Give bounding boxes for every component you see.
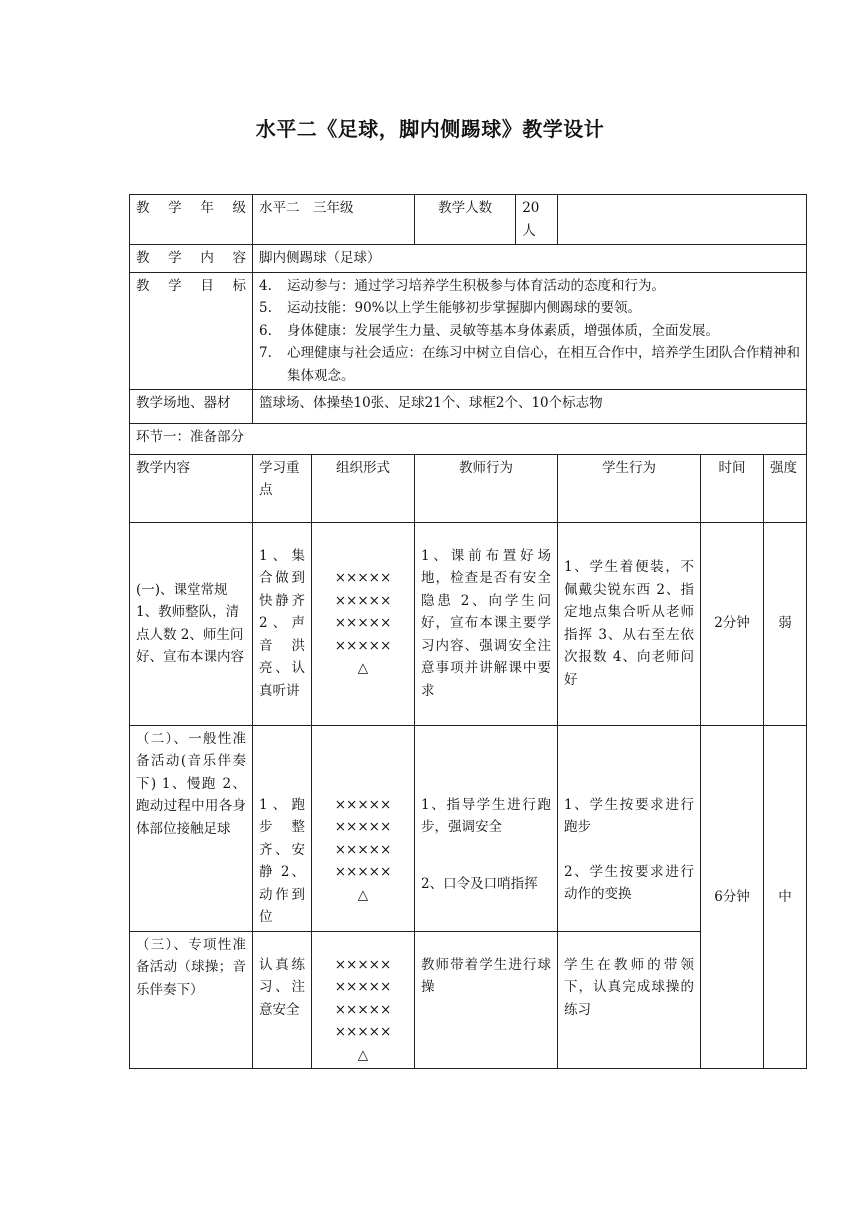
activity-row-2 — [130, 725, 807, 931]
goal-item: 7. 心理健康与社会适应：在练习中树立自信心，在相互合作中，培养学生团队合作精神和集体观念。 — [259, 345, 800, 384]
row1-time: 2分钟 — [701, 522, 764, 725]
row3-student: 学生在教师的带领下，认真完成球操的练习 — [558, 931, 701, 1069]
row1-teacher: 1、课前布置好场地，检查是否有安全隐患 2、向学生问好，宣布本课主要学习内容、强调安全注意事项并讲解课中要求 — [415, 522, 558, 725]
student-count-cell — [415, 195, 558, 245]
row2-formation: ××××× ××××× ××××× ××××× △ — [312, 725, 415, 931]
lesson-plan-table — [129, 194, 807, 1069]
row1-intensity: 弱 — [764, 522, 807, 725]
venue-row — [130, 390, 807, 424]
document-title: 水平二《足球，脚内侧踢球》教学设计 — [255, 117, 605, 141]
row1-focus: 1、集合做到快静齐 2、声音洪亮、认真听讲 — [253, 522, 312, 725]
header-time: 时间 — [701, 454, 764, 522]
row1-formation: ××××× ××××× ××××× ××××× △ — [312, 522, 415, 725]
student-count-value: 20人 — [522, 200, 540, 239]
grade-row — [130, 195, 807, 245]
header-teacher: 教师行为 — [415, 454, 558, 522]
header-row — [130, 454, 807, 522]
goals-list — [259, 275, 800, 388]
row2-intensity: 中 — [764, 725, 807, 1069]
row2-content: （二）、一般性准备活动(音乐伴奏下) 1、慢跑 2、跑动过程中用各身体部位接触足球 — [130, 725, 253, 931]
row2-focus: 1、跑步整齐、安静 2、动作到位 — [253, 725, 312, 931]
row2-student-b: 2、学生按要求进行动作的变换 — [564, 863, 694, 902]
row2-teacher-a: 1、指导学生进行跑步，强调安全 — [421, 796, 551, 835]
venue-value: 篮球场、体操垫10张、足球21个、球框2个、10个标志物 — [253, 390, 807, 424]
grade-row-filler — [558, 195, 807, 245]
row2-student — [558, 725, 701, 931]
venue-label: 教学场地、器材 — [130, 390, 253, 424]
header-intensity: 强度 — [764, 454, 807, 522]
activity-row-1 — [130, 522, 807, 725]
row1-content: (一)、课堂常规 1、教师整队，清点人数 2、师生问好、宣布本课内容 — [130, 522, 253, 725]
row2-teacher-b: 2、口令及口哨指挥 — [421, 875, 538, 892]
goal-item: 6. 身体健康：发展学生力量、灵敏等基本身体素质，增强体质，全面发展。 — [259, 322, 719, 339]
goals-row — [130, 272, 807, 390]
content-label: 教 学 内 容 — [130, 245, 253, 273]
header-student: 学生行为 — [558, 454, 701, 522]
grade-label: 教 学 年 级 — [130, 195, 253, 245]
row3-content: （三）、专项性准备活动（球操；音乐伴奏下） — [130, 931, 253, 1069]
header-formation: 组织形式 — [312, 454, 415, 522]
section-row — [130, 423, 807, 454]
row3-focus: 认真练习、注意安全 — [253, 931, 312, 1069]
row3-formation: ××××× ××××× ××××× ××××× △ — [312, 931, 415, 1069]
header-content: 教学内容 — [130, 454, 253, 522]
goal-item: 5. 运动技能：90%以上学生能够初步掌握脚内侧踢球的要领。 — [259, 300, 642, 316]
row2-teacher — [415, 725, 558, 931]
section-title: 环节一：准备部分 — [130, 423, 807, 454]
content-row — [130, 245, 807, 273]
row3-teacher: 教师带着学生进行球操 — [415, 931, 558, 1069]
student-count-label: 教学人数 — [415, 195, 516, 244]
goals-cell — [253, 272, 807, 390]
row2-student-a: 1、学生按要求进行跑步 — [564, 796, 694, 835]
header-focus: 学习重点 — [253, 454, 312, 522]
goal-item: 4. 运动参与：通过学习培养学生积极参与体育活动的态度和行为。 — [259, 277, 665, 294]
goals-label: 教 学 目 标 — [130, 272, 253, 390]
row2-time: 6分钟 — [701, 725, 764, 1069]
content-value: 脚内侧踢球（足球） — [253, 245, 807, 273]
grade-value: 水平二 三年级 — [253, 195, 415, 245]
row1-student: 1、学生着便装，不佩戴尖锐东西 2、指定地点集合听从老师指挥 3、从右至左依次报数 4、向老师问好 — [558, 522, 701, 725]
